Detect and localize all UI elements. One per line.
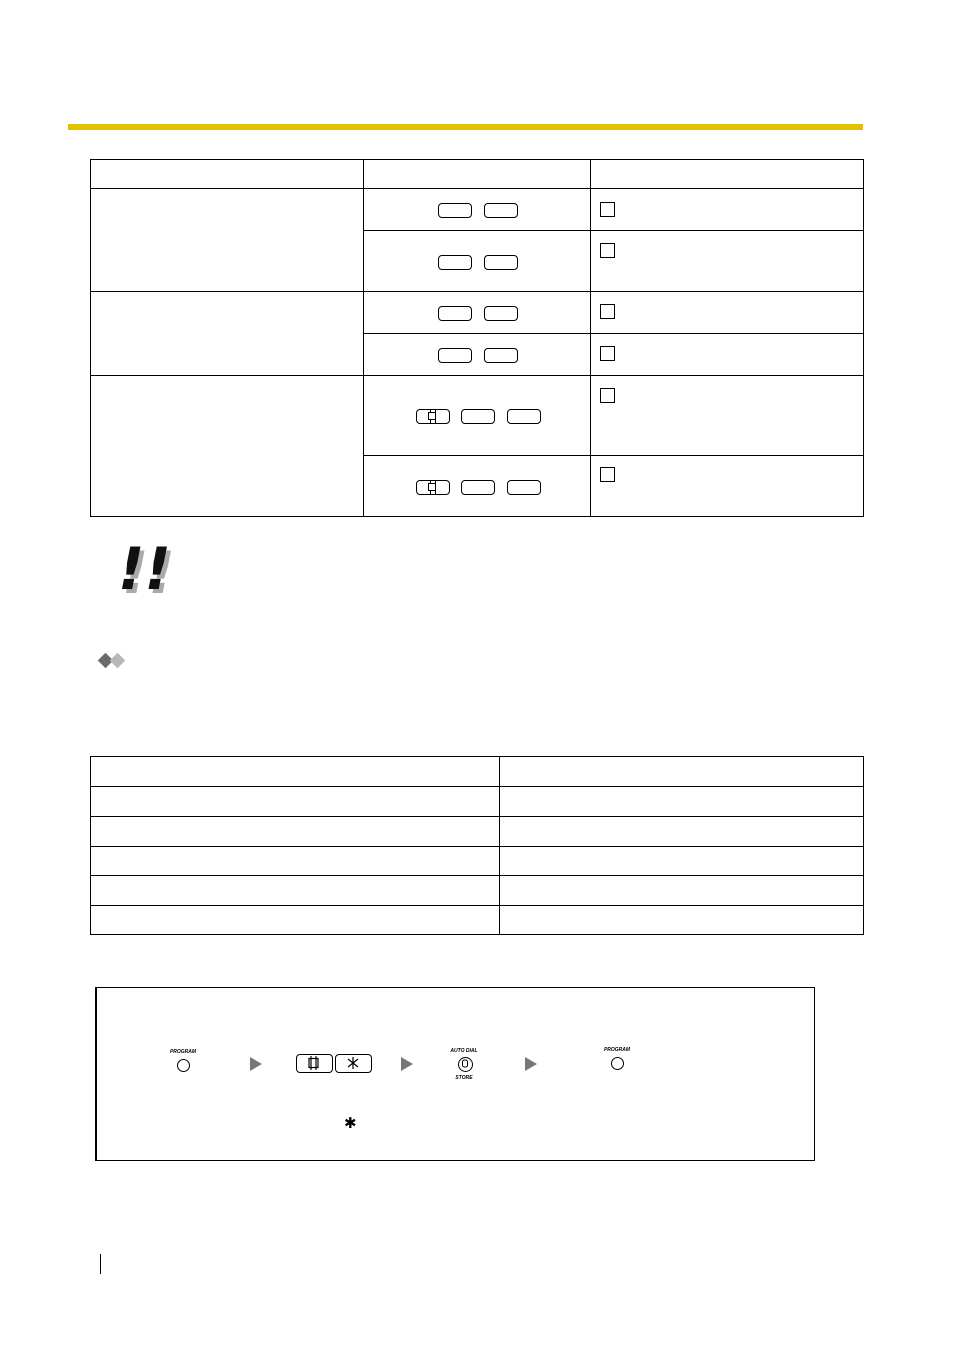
table-row xyxy=(499,905,864,935)
checkbox[interactable] xyxy=(600,346,615,361)
checkbox[interactable] xyxy=(600,243,615,258)
checkbox[interactable] xyxy=(600,304,615,319)
dial-key xyxy=(484,255,518,270)
table-row xyxy=(90,905,500,935)
program-button[interactable] xyxy=(611,1057,624,1070)
checkbox[interactable] xyxy=(600,388,615,403)
table-row xyxy=(363,291,591,334)
dial-key xyxy=(438,255,472,270)
table-row xyxy=(590,188,864,231)
auto-dial-store-button[interactable] xyxy=(458,1057,473,1072)
table-row xyxy=(90,816,500,847)
table-row xyxy=(590,230,864,292)
table-group-cell xyxy=(90,291,364,376)
dial-key xyxy=(461,409,495,424)
double-exclamation-icon: !! xyxy=(118,535,171,603)
table-row xyxy=(90,875,500,906)
procedure-box xyxy=(95,987,815,1161)
program-label: PROGRAM xyxy=(169,1049,197,1055)
dial-key xyxy=(438,306,472,321)
program-button[interactable] xyxy=(177,1059,190,1072)
table-row xyxy=(590,291,864,334)
table-row xyxy=(590,333,864,376)
checkbox[interactable] xyxy=(600,202,615,217)
table-header-cell xyxy=(590,159,864,189)
table-group-cell xyxy=(90,188,364,292)
auto-dial-label: AUTO DIAL xyxy=(450,1048,478,1054)
star-key-icon[interactable] xyxy=(335,1054,372,1073)
table-header-cell xyxy=(363,159,591,189)
sharp-key-icon xyxy=(416,480,450,495)
table-row xyxy=(590,455,864,517)
table-header-cell xyxy=(90,159,364,189)
program-label: PROGRAM xyxy=(603,1047,631,1053)
store-label: STORE xyxy=(455,1075,473,1081)
dial-key xyxy=(438,203,472,218)
dial-key xyxy=(507,409,541,424)
table-group-cell xyxy=(90,375,364,517)
dial-key xyxy=(484,306,518,321)
footnote-star: ✱ xyxy=(344,1114,357,1132)
table-row xyxy=(363,230,591,292)
dial-key xyxy=(484,348,518,363)
sharp-key-icon xyxy=(416,409,450,424)
table-header-cell xyxy=(90,756,500,787)
table-row xyxy=(363,375,591,456)
table-header-cell xyxy=(499,756,864,787)
table-row xyxy=(90,846,500,876)
sharp-key-icon[interactable] xyxy=(296,1054,333,1073)
table-row xyxy=(363,188,591,231)
table-row xyxy=(499,875,864,906)
table-row xyxy=(499,846,864,876)
table-row xyxy=(499,816,864,847)
table-row xyxy=(499,786,864,817)
dial-key xyxy=(484,203,518,218)
table-row xyxy=(90,786,500,817)
dial-key xyxy=(461,480,495,495)
dial-key xyxy=(438,348,472,363)
dial-key xyxy=(507,480,541,495)
page-number-rule xyxy=(100,1254,101,1274)
table-row xyxy=(363,333,591,376)
arrow-right-icon xyxy=(525,1057,537,1071)
table-row xyxy=(590,375,864,456)
table-row xyxy=(363,455,591,517)
checkbox[interactable] xyxy=(600,467,615,482)
arrow-right-icon xyxy=(401,1057,413,1071)
arrow-right-icon xyxy=(250,1057,262,1071)
header-rule xyxy=(68,124,863,130)
